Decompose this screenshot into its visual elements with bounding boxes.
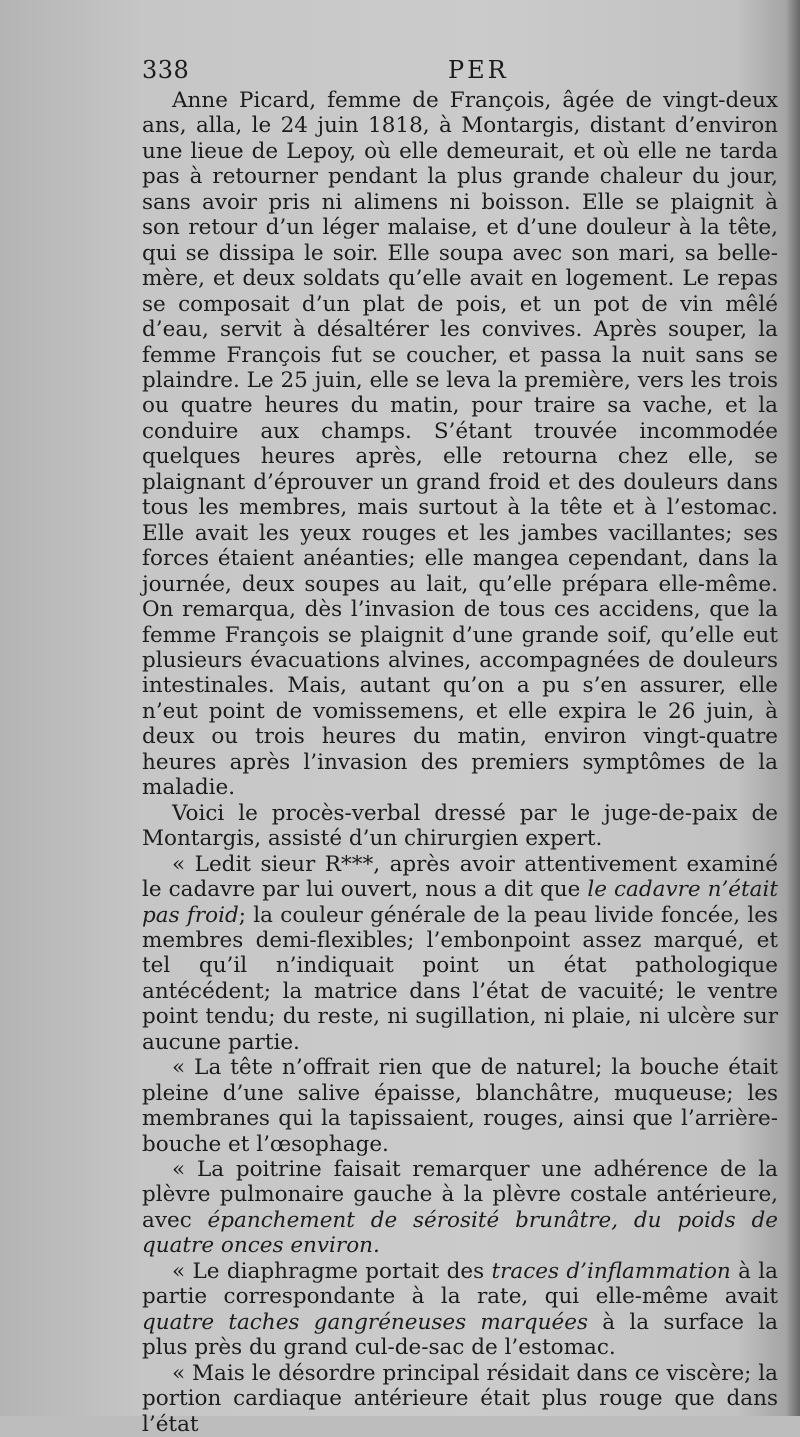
text-run: « Ledit sieur R***, après avoir attentivement examiné le cadavre par lui ouvert, nous a dit que [142,851,778,903]
paragraph [142,852,778,1056]
italic-text-run: épanchement de sérosité brunâtre, du poids de quatre onces environ. [142,1207,778,1259]
text-run: « Mais le désordre principal résidait dans ce viscère; la portion cardiaque antérieure était plus rouge que dans l’état [142,1360,778,1437]
text-run: à la surface la plus près du grand cul-de-sac de l’estomac. [142,1309,778,1361]
italic-text-run: traces d’inflammation [491,1258,731,1284]
body-text [142,88,778,1437]
text-run: à la partie correspondante à la rate, qui elle-même avait [142,1258,779,1310]
paragraph [142,801,778,852]
text-run: « Le diaphragme portait des [172,1258,492,1284]
page-number: 338 [142,56,190,84]
text-run: ; la couleur générale de la peau livide foncée, les membres demi-flexibles; l’embonpoint assez marqué, et tel qu’il n’indiquait point un état pathologique antécédent; la matrice dans l’état de vacuité; le ventre point tendu; du reste, ni sugillation, ni plaie, ni ulcère sur aucune partie. [142,902,778,1055]
paragraph [142,1259,778,1361]
paragraph [142,1361,778,1437]
text-run: « La tête n’offrait rien que de naturel; la bouche était pleine d’une salive épaisse, blanchâtre, muqueuse; les membranes qui la tapissaient, rouges, ainsi que l’arrière-bouche et l’œsophage. [142,1055,778,1157]
text-run: Voici le procès-verbal dressé par le juge-de-paix de Montargis, assisté d’un chirurgien expert. [142,800,778,852]
paragraph [142,88,778,801]
paragraph [142,1055,778,1157]
page-header [142,56,778,90]
running-head: PER [448,56,509,84]
italic-text-run: quatre taches gangréneuses marquées [142,1309,588,1335]
paragraph [142,1157,778,1259]
italic-text-run: le cadavre n’était pas froid [142,877,778,928]
text-run: Anne Picard, femme de François, âgée de vingt-deux ans, alla, le 24 juin 1818, à Montargis, distant d’environ une lieue de Lepoy, où elle demeurait, et où elle ne tarda pas à retourner pendant la plus grande chaleur du jour, sans avoir pris ni alimens ni boisson. Elle se plaignit à son retour d’un léger malaise, et d’une douleur à la tête, qui se dissipa le soir. Elle soupa avec son mari, sa belle-mère, et deux soldats qu’elle avait en logement. Le repas se composait d’un plat de pois, et un pot de vin mêlé d’eau, servit à désaltérer les convives. Après souper, la femme François fut se coucher, et passa la nuit sans se plaindre. Le 25 juin, elle se leva la première, vers les trois ou quatre heures du matin, pour traire sa vache, et la conduire aux champs. S’étant trouvée incommodée quelques heures après, elle retourna chez elle, se plaignant d’éprouver un grand froid et des douleurs dans tous les membres, mais surtout à la tête et à l’estomac. Elle avait les yeux rouges et les jambes vacillantes; ses forces étaient anéanties; elle mangea cependant, dans la journée, deux soupes au lait, qu’elle prépara elle-même. On remarqua, dès l’invasion de tous ces accidens, que la femme François se plaignit d’une grande soif, qu’elle eut plusieurs évacuations alvines, accompagnées de douleurs intestinales. Mais, autant qu’on a pu s’en assurer, elle n’eut point de vomissemens, et elle expira le 26 juin, à deux ou trois heures du matin, environ vingt-quatre heures après l’invasion des premiers symptômes de la maladie. [142,88,778,801]
text-run: « La poitrine faisait remarquer une adhérence de la plèvre pulmonaire gauche à la plèvre costale antérieure, avec [142,1157,778,1233]
